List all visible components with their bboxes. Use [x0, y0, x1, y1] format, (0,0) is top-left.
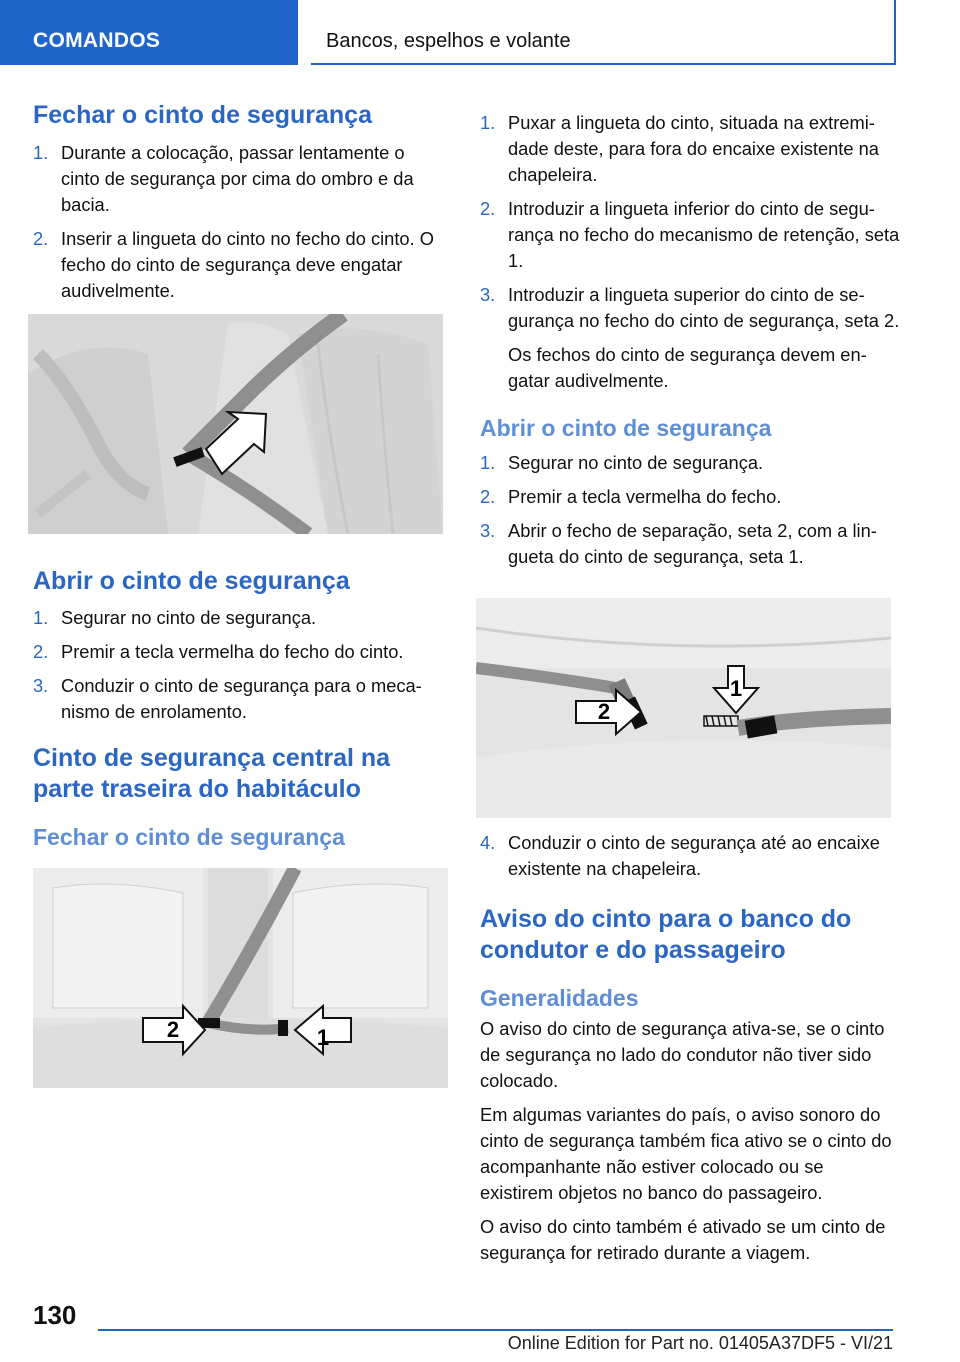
paragraph: O aviso do cinto também é ativado se um cinto de segurança for retirado durante a viagem.: [480, 1216, 886, 1263]
step-note: Os fechos do cinto de segurança devem engatar audivelmente.: [508, 344, 867, 391]
header-chapter-label: Bancos, espelhos e volante: [326, 30, 571, 52]
paragraph: Em algumas variantes do país, o aviso sonoro do cinto de segurança também fica ativo se o cinto do acompanhante não estiver colocado ou se existirem objetos no banco do passageiro.: [480, 1104, 892, 1203]
list-item: 1. Puxar a lingueta do cinto, situada na extremidade deste, para fora do encaixe existente na chapeleira.: [480, 112, 879, 185]
page-number: 130: [33, 1300, 77, 1330]
heading-cinto-central: Cinto de segurança central na parte traseira do habitáculo: [33, 744, 391, 803]
list-item: 2. Inserir a lingueta do cinto no fecho do cinto. O fecho do cinto de segurança deve engatar audivelmente.: [33, 228, 434, 301]
heading-abrir-cinto: Abrir o cinto de segurança: [33, 567, 350, 595]
header-chapter-box: [311, 0, 896, 65]
list-item: 3. Abrir o fecho de separação, seta 2, com a lingueta do cinto de segurança, seta 1.: [480, 520, 877, 567]
fechar-steps-list: [33, 140, 445, 304]
header-section-label: COMANDOS: [33, 29, 161, 52]
arrow-label-1: 1: [316, 1025, 330, 1050]
subheading-abrir-cinto: Abrir o cinto de segurança: [480, 415, 772, 441]
subheading-fechar-cinto: Fechar o cinto de segurança: [33, 824, 345, 850]
abrir-steps-list: [33, 605, 445, 725]
heading-aviso-cinto: Aviso do cinto para o banco do condutor e do passageiro: [480, 905, 852, 964]
paragraph: O aviso do cinto de segurança ativa-se, se o cinto de segurança no lado do condutor não tiver sido colocado.: [480, 1018, 885, 1091]
list-item: 2. Premir a tecla vermelha do fecho.: [480, 486, 782, 507]
left-column-lower: [33, 566, 445, 851]
step-4-list: [480, 830, 900, 882]
rear-buckle-illustration: [476, 598, 891, 818]
list-item: 1. Segurar no cinto de segurança.: [33, 607, 317, 628]
arrow-label-1: 1: [729, 676, 743, 701]
arrow-label-2: 2: [166, 1017, 180, 1042]
list-item: 3. Introduzir a lingueta superior do cinto de segurança no fecho do cinto de segurança, seta 2.: [480, 284, 900, 331]
right-column: [480, 110, 900, 570]
left-column: [33, 100, 445, 304]
list-item: 1. Durante a colocação, passar lentamente o cinto de segurança por cima do ombro e da bacia.: [33, 142, 414, 215]
right-column-lower: [480, 830, 900, 1266]
header-section-tab: [0, 0, 298, 65]
list-item: 2. Premir a tecla vermelha do fecho do cinto.: [33, 641, 404, 662]
subheading-generalidades: Generalidades: [480, 985, 639, 1011]
list-item: 4. Conduzir o cinto de segurança até ao encaixe existente na chapeleira.: [480, 832, 880, 879]
front-seat-belt-illustration: [28, 314, 443, 534]
footer-divider: [98, 1329, 893, 1331]
list-item: 2. Introduzir a lingueta inferior do cinto de segurança no fecho do mecanismo de retenção, seta 1.: [480, 198, 900, 271]
heading-fechar-cinto: Fechar o cinto de segurança: [33, 101, 372, 129]
rear-middle-belt-illustration: [33, 868, 448, 1088]
list-item: 1. Segurar no cinto de segurança.: [480, 452, 764, 473]
list-item: 3. Conduzir o cinto de segurança para o mecanismo de enrolamento.: [33, 675, 422, 722]
arrow-label-2: 2: [597, 699, 611, 724]
right-abrir-steps-list: [480, 450, 900, 570]
footer-edition: Online Edition for Part no. 01405A37DF5 - VI/21: [507, 1333, 893, 1353]
right-steps-list: [480, 110, 900, 334]
